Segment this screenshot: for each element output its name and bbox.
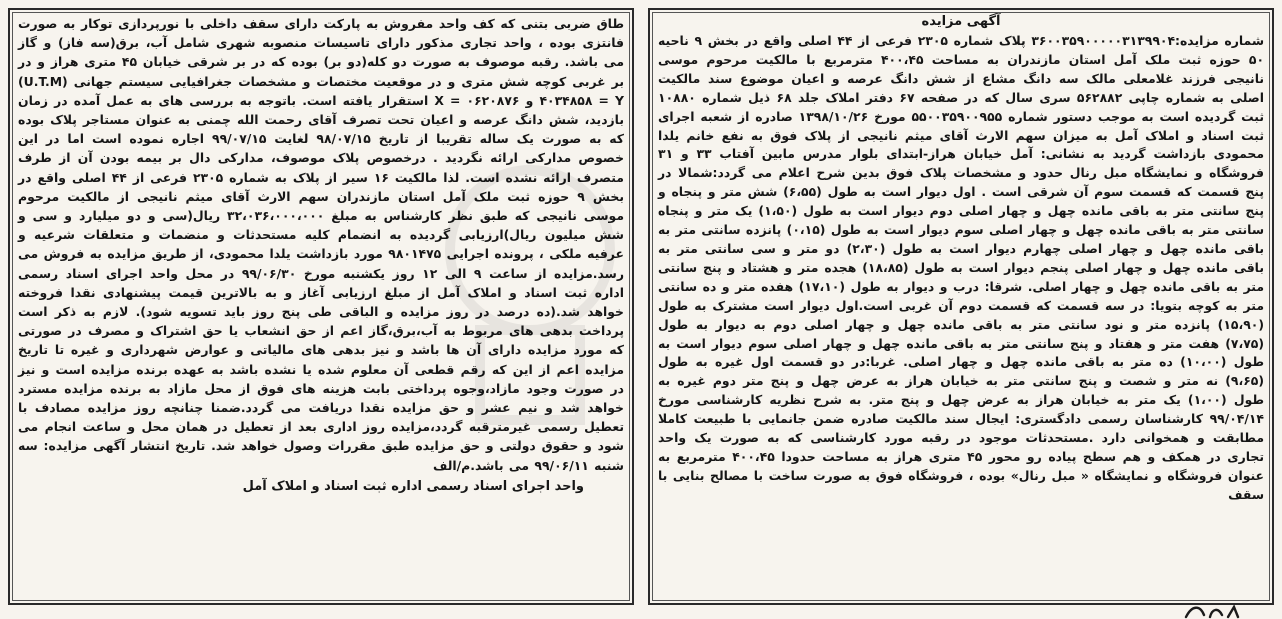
handwritten-mark (1182, 603, 1252, 619)
notice-body-part-2: طاق ضربی بتنی که کف واحد مفروش به پارکت دارای سقف داخلی با نورپردازی توکار به صورت فانتزی بوده ، واحد تجاری مذکور دارای تاسیسات منصوبه شهری شامل آب، برق(سه فاز) و گاز می باشد. رقبه موصوف به صورت دو کله(دو بر) بوده که در بر شرقی خیابان ۴۵ متری هراز و در بر غربی کوچه شش متری و در موقعیت مختصات و مشخصات جغرافیایی سیستم جهانی (U.T.M) ۴۰۳۴۸۵۸ = Y و ۰۶۲۰۸۷۶ = X استقرار یافته است. باتوجه به بررسی های به عمل آمده در زمان بازدید، شش دانگ عرصه و اعیان تحت تصرف آقای رحمت الله چمنی به عنوان مستاجر پلاک بوده که به صورت یک ساله تقریبا از تاریخ ۹۸/۰۷/۱۵ لغایت ۹۹/۰۷/۱۵ اجاره نموده است اما در این خصوص مدارکی ارائه نگردید . درخصوص پلاک موصوف، مدارکی دال بر بیمه بودن آن از طرف متصرف ارائه نشده است. لذا مالکیت ۱۶ سیر از پلاک به شماره ۲۳۰۵ فرعی از ۴۴ اصلی واقع در بخش ۹ حوزه ثبت ملک آمل استان مازندران سهم الارث آقای میثم نانیجی از مالکیت مرحوم موسی نانیجی که طبق نظر کارشناس به مبلغ ۳۲،۰۳۶،۰۰۰،۰۰۰ ریال(سی و دو میلیارد و سی و شش میلیون ریال)ارزیابی گردیده به انضمام کلیه مستحدثات و منضمات و متعلقات شرعیه و عرفیه ملکی ، پرونده اجرایی ۹۸۰۱۴۷۵ مورد بازداشت یلدا محمودی، از طریق مزایده به فروش می رسد.مزایده از ساعت ۹ الی ۱۲ روز یکشنبه مورخ ۹۹/۰۶/۳۰ در محل واحد اجرای اسناد رسمی اداره ثبت اسناد و املاک آمل از مبلغ ارزیابی آغاز و به بالاترین قیمت پیشنهادی نقدا فروخته خواهد شد.(ده درصد در روز مزایده و الباقی طی پنج روز باید تسویه شود). لازم به ذکر است پرداخت بدهی های مربوط به آب،برق،گاز اعم از حق انشعاب یا حق اشتراک و مصرف در صورتی که مورد مزایده دارای آن ها باشد و نیز بدهی های مالیاتی و عوارض شهرداری و غیره تا تاریخ مزایده اعم از این که رقم قطعی آن معلوم شده یا نشده باشد به عهده برنده مزایده است و نیز در صورت وجود مازاد،وجوه پرداختی بابت هزینه های فوق از محل مازاد به برنده مزایده مسترد خواهد شد و نیم عشر و حق مزایده نقدا دریافت می گردد.ضمنا چنانچه روز مزایده مصادف با تعطیل رسمی غیرمترقبه گردد،مزایده روز اداری بعد از تعطیل در همان محل و ساعت انجام می شود و حقوق دولتی و حق مزایده طبق مقررات وصول خواهد شد. تاریخ انتشار آگهی مزایده: سه شنبه ۹۹/۰۶/۱۱ می باشد.م/الف (18, 16, 625, 473)
notice-body-part-1: شماره مزایده:۳۶۰۰۳۵۹۰۰۰۰۰۳۱۳۹۹۰۴ پلاک شماره ۲۳۰۵ فرعی از ۴۴ اصلی واقع در بخش ۹ ناحیه ۵۰ حوزه ثبت ملک آمل استان مازندران به مساحت ۴۰۰،۴۵ مترمربع با مالکیت مرحوم موسی نانیجی فرزند غلامعلی مالک سه دانگ مشاع از شش دانگ عرصه و اعیان موضوع سند مالکیت اصلی به شماره چاپی ۵۶۲۸۸۲ سری سال که در صفحه ۶۷ دفتر املاک جلد ۶۸ ذیل شماره ۱۰۸۸۰ ثبت گردیده است به موجب دستور شماره ۵۵۰۰۳۵۹۰۰۹۵۵ مورخ ۱۳۹۸/۱۰/۲۶ صادره از شعبه اجرای ثبت اسناد و املاک آمل به میزان سهم الارث آقای میثم نانیجی از پلاک فوق به نفع خانم یلدا محمودی بازداشت گردید به نشانی: آمل خیابان هراز-ابتدای بلوار مدرس مابین آفتاب ۳۳ و ۳۱ فروشگاه و نمایشگاه مبل رنال حدود و مشخصات پلاک فوق بدین شرح اعلام می گردد:شمالا در پنج قسمت که قسمت سوم آن شرقی است . اول دیوار است به طول (۶،۵۵) شش متر و پنجاه و پنج سانتی متر به باقی مانده چهل و چهار اصلی دوم دیوار است به طول (۱،۵۰) یک متر و پنجاه سانتی متر به باقی مانده چهل و چهار اصلی سوم دیوار است به طول (۰،۱۵) پانزده سانتی متر به باقی مانده چهل و چهار اصلی چهارم دیوار است به طول (۲،۳۰) دو متر و سی سانتی متر به باقی مانده چهل و چهار اصلی پنجم دیوار است به طول (۱۸،۸۵) هجده متر و هشتاد و پنج سانتی متر به باقی مانده چهل و چهار اصلی. شرقا: درب و دیوار به طول (۱۷،۱۰) هفده متر و ده سانتی متر به کوچه بتویا: در سه قسمت که قسمت دوم آن غربی است.اول دیوار است مشترک به طول (۱۵،۹۰) پانزده متر و نود سانتی متر به باقی مانده چهل و چهار اصلی دوم به دیوار به طول (۷،۷۵) هفت متر و هفتاد و پنج سانتی متر به باقی مانده چهل و چهار اصلی سوم دیوار است به طول (۱۰،۰۰) ده متر به باقی مانده چهل و چهار اصلی. غربا:در دو قسمت اول غیره به طول (۹،۶۵) نه متر و شصت و پنج سانتی متر به خیابان هراز به عرض چهل و پنج متر دوم غیره به طول (۱،۰۰) یک متر به خیابان هراز به عرض چهل و پنج متر. به شرح نظریه کارشناسی مورخ ۹۹/۰۴/۱۴ کارشناسان رسمی دادگستری: ایجال سند مالکیت صادره ضمن جانمایی با طبیعت کاملا مطابقت و همخوانی دارد .مستحدثات موجود در رقبه مورد کارشناسی که به صورت یک واحد تجاری در همکف و هم سطح پیاده رو محور ۴۵ متری هراز به مساحت حدودا ۴۰۰،۴۵ مترمربع به عنوان فروشگاه و نمایشگاه « مبل رنال» بوده ، فروشگاه فوق به صورت ساخت با مصالح بنایی با سقف (658, 33, 1265, 502)
auction-notice-first-column (648, 8, 1274, 605)
auction-notice-second-column (8, 8, 634, 605)
notice-title: آگهی مزایده (921, 14, 1001, 29)
issuing-office-signature: واحد اجرای اسناد رسمی اداره ثبت اسناد و املاک آمل (242, 478, 584, 494)
